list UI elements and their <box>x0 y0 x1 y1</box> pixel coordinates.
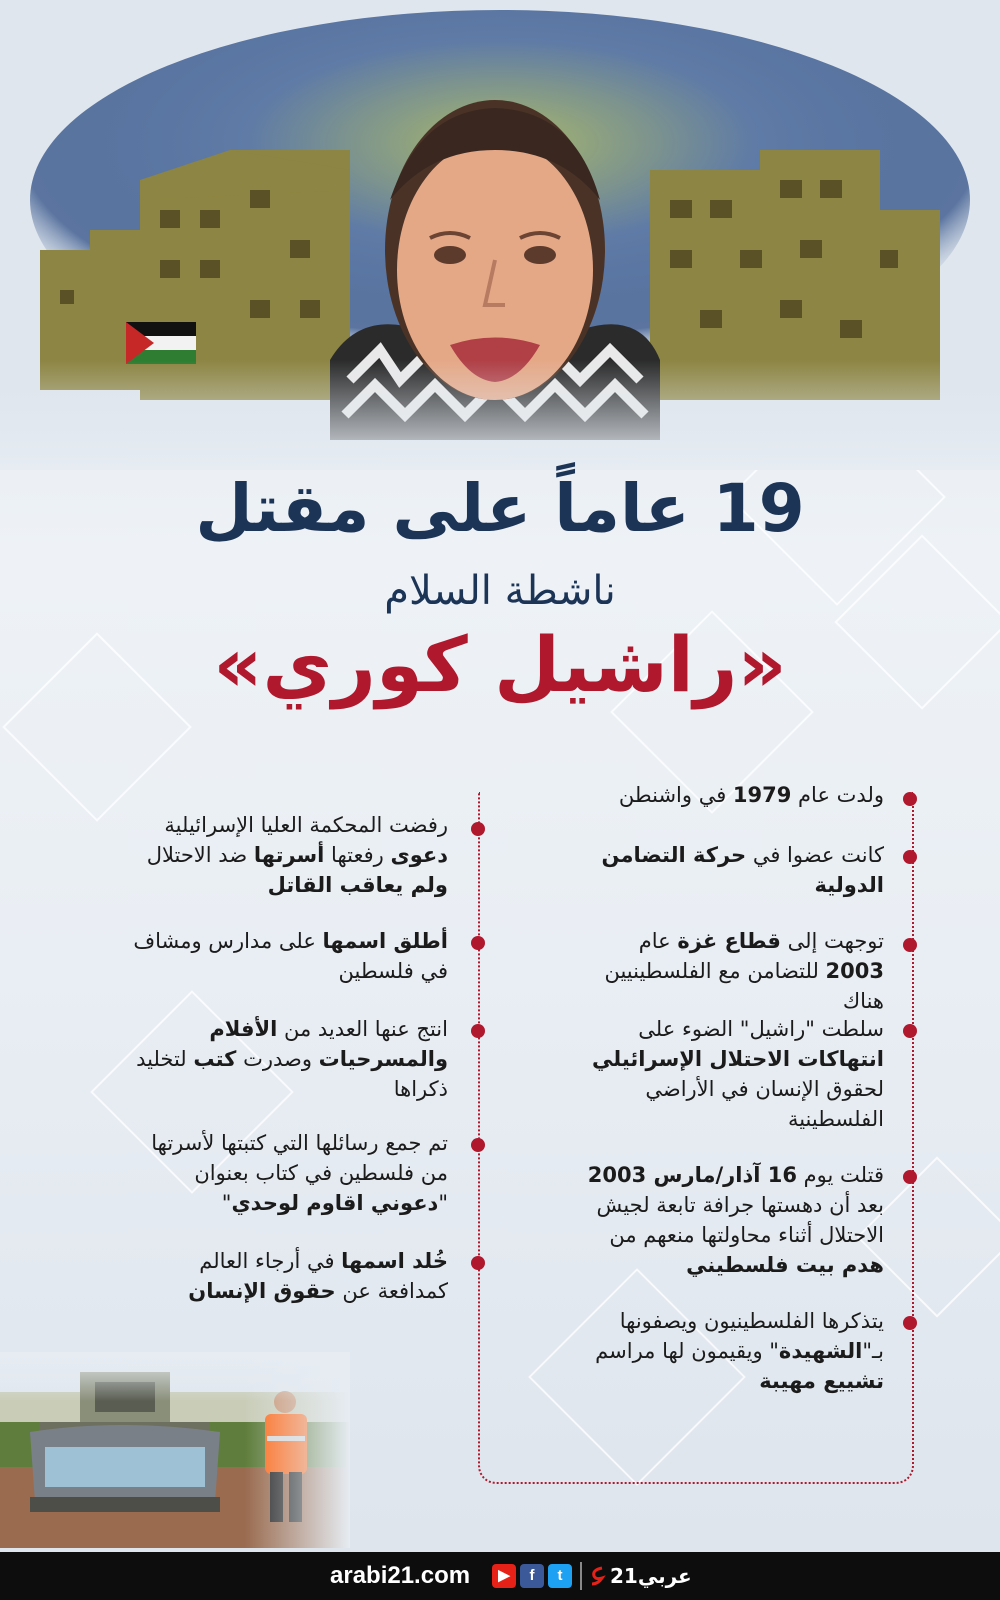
footer-website-link[interactable]: arabi21.com <box>330 1562 471 1589</box>
highlighted-text: هدم بيت فلسطيني <box>686 1253 884 1277</box>
timeline-item-right <box>584 926 884 1016</box>
facebook-icon[interactable]: f <box>520 1564 544 1588</box>
timeline-dot <box>471 1024 485 1038</box>
hero-illustration <box>0 0 1000 470</box>
timeline-dot <box>471 822 485 836</box>
timeline-item-left <box>128 1014 448 1104</box>
footer-divider <box>580 1562 582 1590</box>
timeline-dot <box>903 792 917 806</box>
timeline-item-left <box>128 926 448 986</box>
highlighted-text: 16 آذار/مارس 2003 <box>587 1163 797 1187</box>
timeline-dot <box>903 938 917 952</box>
highlighted-text: خُلد اسمها <box>341 1249 448 1273</box>
title-name: «راشيل كوري» <box>213 620 787 709</box>
item-text: رفعتها <box>324 843 391 867</box>
timeline-item-right <box>584 1014 884 1134</box>
item-text: ضد الاحتلال <box>146 843 254 867</box>
highlighted-text: دعوى <box>390 843 448 867</box>
item-text: لتخليد ذكراها <box>136 1047 448 1101</box>
twitter-icon[interactable]: t <box>548 1564 572 1588</box>
item-text: وصدرت <box>236 1047 319 1071</box>
title-main: 19 عاماً على مقتل <box>195 470 805 547</box>
item-text: في أرجاء العالم كمدافعة عن <box>199 1249 448 1303</box>
timeline-item-right <box>584 1160 884 1280</box>
item-text: كانت عضوا في <box>746 843 884 867</box>
hero-artwork <box>0 0 1000 470</box>
timeline-item-right <box>584 780 884 810</box>
item-text: تم جمع رسائلها التي كتبتها لأسرتها من فلسطين في كتاب بعنوان " <box>151 1131 448 1215</box>
item-text: " ويقيمون لها مراسم <box>595 1339 779 1363</box>
timeline-dot <box>903 1024 917 1038</box>
highlighted-text: حقوق الإنسان <box>188 1279 336 1303</box>
item-text: قتلت يوم <box>797 1163 884 1187</box>
item-text: على مدارس ومشاف في فلسطين <box>133 929 448 983</box>
youtube-icon[interactable]: ▶ <box>492 1564 516 1588</box>
timeline-item-left <box>128 1246 448 1306</box>
item-text: انتج عنها العديد من <box>277 1017 448 1041</box>
highlighted-text: كتب <box>193 1047 237 1071</box>
bulldozer-illustration <box>0 1352 350 1548</box>
timeline-dot <box>471 936 485 950</box>
footer-bar <box>0 1552 1000 1600</box>
timeline-dot <box>471 1256 485 1270</box>
item-text: ولدت عام <box>791 783 884 807</box>
item-text: للتضامن مع الفلسطينيين هناك <box>604 959 884 1013</box>
brand-logo-icon <box>590 1566 606 1586</box>
highlighted-text: تشييع مهيبة <box>759 1369 884 1393</box>
item-text: رفضت المحكمة العليا الإسرائيلية <box>164 813 448 837</box>
timeline-item-left <box>128 1128 448 1218</box>
highlighted-text: حركة التضامن الدولية <box>601 843 884 897</box>
highlighted-text: أسرتها <box>253 843 325 867</box>
timeline-dot <box>903 1316 917 1330</box>
highlighted-text: 1979 <box>732 783 792 807</box>
item-text: توجهت إلى <box>780 929 884 953</box>
title-sub: ناشطة السلام <box>384 568 616 614</box>
bulldozer-photo <box>0 1352 350 1548</box>
highlighted-text: قطاع غزة <box>677 929 781 953</box>
timeline-dot <box>903 1170 917 1184</box>
item-text: " <box>221 1191 232 1215</box>
item-text: لحقوق الإنسان في الأراضي الفلسطينية <box>645 1077 884 1131</box>
highlighted-text: انتهاكات الاحتلال الإسرائيلي <box>592 1047 884 1071</box>
highlighted-text: أطلق اسمها <box>322 929 448 953</box>
highlighted-text: الشهيدة <box>778 1339 863 1363</box>
timeline-dot <box>471 1138 485 1152</box>
timeline-item-right <box>584 840 884 900</box>
highlighted-text: الأفلام والمسرحيات <box>209 1017 448 1071</box>
highlighted-text: 2003 <box>825 959 884 983</box>
flag <box>126 322 196 364</box>
timeline-dot <box>903 850 917 864</box>
timeline-item-right <box>584 1306 884 1396</box>
highlighted-text: ولم يعاقب القاتل <box>267 873 448 897</box>
item-text: يتذكرها الفلسطينيون ويصفونها بـ" <box>619 1309 884 1363</box>
highlighted-text: دعوني اقاوم لوحدي <box>231 1191 439 1215</box>
footer-brand-name: عربي21 <box>610 1564 692 1588</box>
item-text: سلطت "راشيل" الضوء على <box>638 1017 884 1041</box>
item-text: بعد أن دهستها جرافة تابعة لجيش الاحتلال أثناء محاولتها منعهم من <box>596 1193 884 1247</box>
timeline-item-left <box>128 810 448 900</box>
item-text: في واشنطن <box>618 783 733 807</box>
item-text: عام <box>638 929 678 953</box>
